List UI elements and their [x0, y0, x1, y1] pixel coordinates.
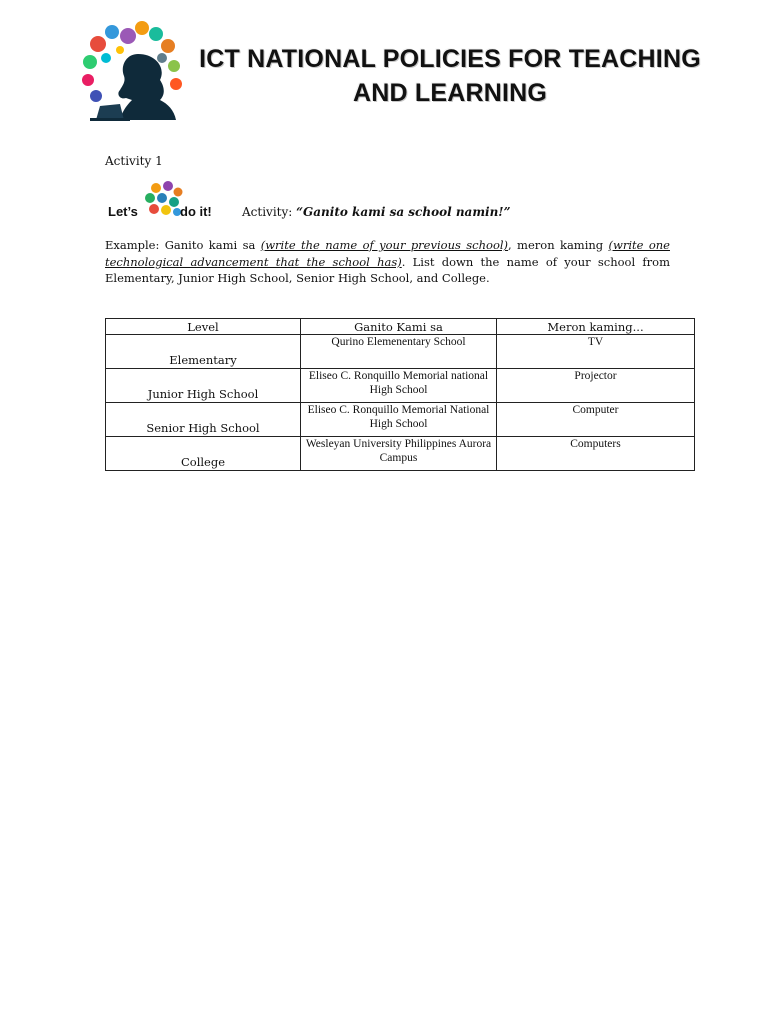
- tech-cell: Computer: [497, 403, 695, 437]
- level-cell: Junior High School: [106, 369, 301, 403]
- example-underline-write-one: (write one: [608, 238, 670, 252]
- example-underline-school: (write the name of your previous school): [260, 238, 509, 252]
- example-text-3: . List down the name of your school from Elementary, Junior High School, Senior High School, and College.: [105, 254, 670, 285]
- lets-do-it-badge: [106, 180, 226, 222]
- header-ganito-kami-sa: Ganito Kami sa: [301, 319, 497, 335]
- tech-cell: Projector: [497, 369, 695, 403]
- example-text-2: , meron kaming: [508, 238, 609, 252]
- table-row: [106, 335, 695, 369]
- colorful-emoji-cluster-icon: [144, 180, 184, 218]
- activity-heading: [242, 205, 510, 219]
- page-header: [70, 14, 730, 126]
- do-it-label: do it!: [180, 204, 212, 219]
- school-cell: Eliseo C. Ronquillo Memorial national High School: [301, 369, 497, 403]
- tech-cell: Computers: [497, 437, 695, 471]
- page-title: ICT NATIONAL POLICIES FOR TEACHING AND LEARNING: [199, 45, 701, 107]
- table-row: [106, 369, 695, 403]
- lets-label: Let’s: [108, 204, 138, 219]
- example-instructions: [105, 237, 670, 287]
- example-underline-tech: technological advancement that the school has): [105, 254, 402, 269]
- header-meron-kaming: Meron kaming...: [497, 319, 695, 335]
- header-level: Level: [106, 319, 301, 335]
- table-header-row: [106, 319, 695, 335]
- table-row: [106, 403, 695, 437]
- activity-number: Activity 1: [105, 154, 163, 168]
- level-cell: Elementary: [106, 335, 301, 369]
- example-text-1: Example: Ganito kami sa: [105, 238, 261, 252]
- activity-title-text: “Ganito kami sa school namin!”: [296, 205, 511, 219]
- level-cell: College: [106, 437, 301, 471]
- school-cell: Eliseo C. Ronquillo Memorial National High School: [301, 403, 497, 437]
- school-cell: Qurino Elemenentary School: [301, 335, 497, 369]
- table-row: [106, 437, 695, 471]
- tech-cell: TV: [497, 335, 695, 369]
- activity-prefix: Activity:: [242, 205, 297, 219]
- level-cell: Senior High School: [106, 403, 301, 437]
- school-table: [105, 318, 695, 471]
- school-cell: Wesleyan University Philippines Aurora Campus: [301, 437, 497, 471]
